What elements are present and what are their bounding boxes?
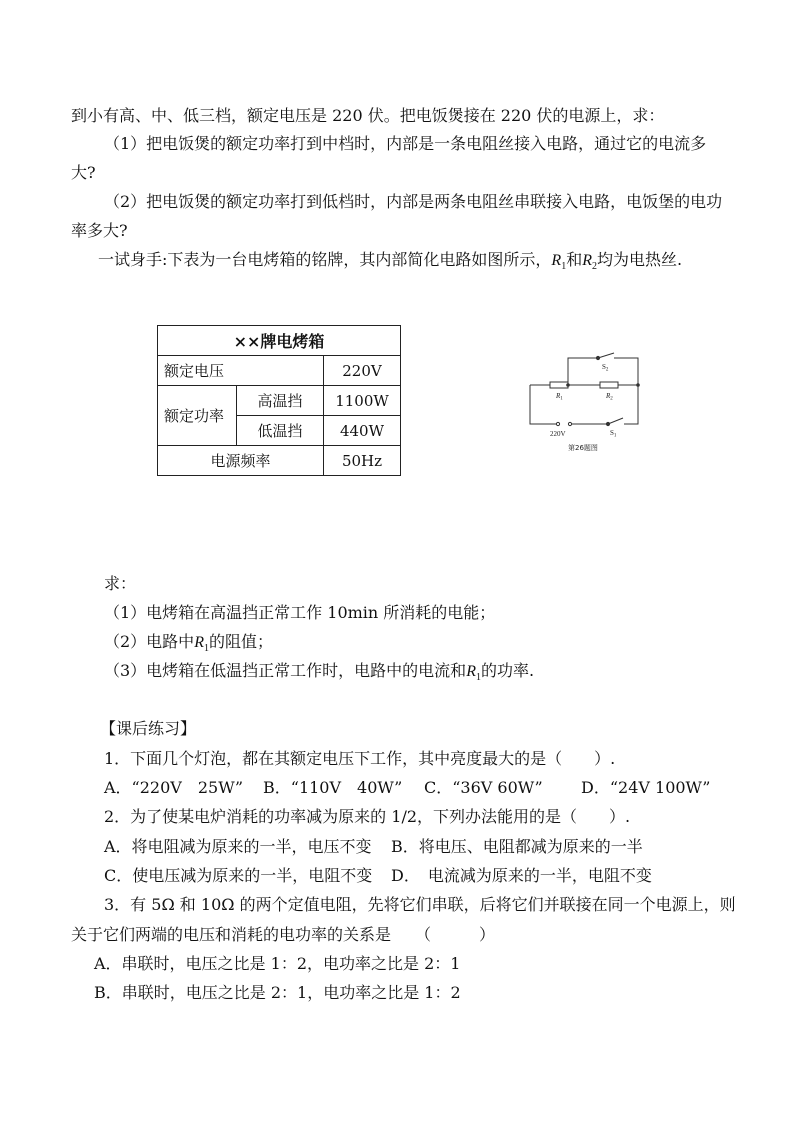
junction-node bbox=[636, 383, 640, 387]
try-it-suffix: 均为电热丝. bbox=[596, 250, 683, 269]
table-row bbox=[158, 386, 401, 416]
junction-node bbox=[566, 383, 570, 387]
wire bbox=[530, 385, 556, 424]
rated-voltage-value: 220V bbox=[324, 356, 401, 386]
frequency-label: 电源频率 bbox=[158, 446, 324, 476]
low-temp-label: 低温挡 bbox=[237, 416, 324, 446]
practice-question: 3．有 5Ω 和 10Ω 的两个定值电阻，先将它们串联，后将它们并联接在同一个电源上，则 bbox=[104, 895, 736, 914]
intro-line: 到小有高、中、低三档，额定电压是 220 伏。把电饭煲接在 220 伏的电源上，求： bbox=[71, 106, 665, 125]
try-it-and: 和 bbox=[566, 250, 583, 269]
label-r1: $R_1$ bbox=[556, 392, 563, 402]
question-item: （1）电烤箱在高温挡正常工作 10min 所消耗的电能； bbox=[104, 603, 496, 622]
try-it-line bbox=[98, 250, 682, 277]
option-c: C．使电压减为原来的一半，电阻不变 bbox=[104, 866, 373, 885]
r1-symbol: $R_1$ bbox=[551, 252, 567, 273]
switch-s1-blade bbox=[608, 418, 623, 424]
table-row bbox=[158, 326, 401, 356]
low-temp-value: 440W bbox=[324, 416, 401, 446]
wire bbox=[568, 358, 596, 385]
option-a: A．“220V 25W” bbox=[104, 778, 244, 797]
option-b: B．“110V 40W” bbox=[263, 778, 403, 797]
question-item: （2）电路中$R_1$的阻值； bbox=[104, 632, 273, 655]
table-row bbox=[158, 356, 401, 386]
option-a: A．将电阻减为原来的一半，电压不变 bbox=[104, 837, 372, 856]
option-b: B．将电压、电阻都减为原来的一半 bbox=[391, 837, 643, 856]
question-1-continuation: 大? bbox=[71, 163, 96, 182]
switch-s2-blade bbox=[598, 353, 614, 358]
label-s2: $S_2$ bbox=[602, 363, 609, 373]
rated-voltage-label: 额定电压 bbox=[158, 356, 324, 386]
resistor-r2 bbox=[600, 382, 618, 388]
practice-question-continuation: 关于它们两端的电压和消耗的电功率的关系是 （ ） bbox=[71, 925, 496, 944]
practice-heading: 【课后练习】 bbox=[100, 719, 197, 738]
figure-caption: 第26题图 bbox=[568, 444, 598, 452]
nameplate-table bbox=[157, 325, 401, 476]
option-a: A．串联时，电压之比是 1：2，电功率之比是 2：1 bbox=[94, 954, 461, 973]
try-it-prefix: 一试身手:下表为一台电烤箱的铭牌，其内部简化电路如图所示， bbox=[98, 250, 552, 269]
table-title: ××牌电烤箱 bbox=[158, 326, 401, 356]
wire bbox=[614, 358, 638, 385]
frequency-value: 50Hz bbox=[324, 446, 401, 476]
high-temp-value: 1100W bbox=[324, 386, 401, 416]
r1-symbol: $R_1$ bbox=[194, 634, 209, 655]
label-r2: $R_2$ bbox=[606, 392, 613, 402]
option-b: B．串联时，电压之比是 2：1，电功率之比是 1：2 bbox=[94, 983, 461, 1002]
label-s1: $S_1$ bbox=[610, 429, 617, 439]
question-item: （3）电烤箱在低温挡正常工作时，电路中的电流和$R_1$的功率. bbox=[104, 661, 535, 684]
question-2-line: （2）把电饭煲的额定功率打到低档时，内部是两条电阻丝串联接入电路，电饭堡的电功 bbox=[104, 192, 723, 211]
question-2-continuation: 率多大? bbox=[71, 221, 128, 240]
practice-question: 2．为了使某电炉消耗的功率减为原来的 1/2，下列办法能用的是（ ）. bbox=[104, 807, 631, 826]
wire bbox=[624, 385, 638, 424]
power-terminal bbox=[556, 422, 559, 425]
option-d: D．“24V 100W” bbox=[581, 778, 711, 797]
option-d: D． 电流减为原来的一半，电阻不变 bbox=[391, 866, 652, 885]
practice-question: 1．下面几个灯泡，都在其额定电压下工作，其中亮度最大的是（ ）. bbox=[104, 749, 616, 768]
label-voltage: 220V bbox=[550, 430, 566, 438]
circuit-diagram bbox=[528, 352, 646, 456]
question-1-line: （1）把电饭煲的额定功率打到中档时，内部是一条电阻丝接入电路，通过它的电流多 bbox=[104, 134, 707, 153]
r2-symbol: $R_2$ bbox=[582, 252, 597, 273]
high-temp-label: 高温挡 bbox=[237, 386, 324, 416]
rated-power-label: 额定功率 bbox=[158, 386, 237, 446]
ask-heading: 求： bbox=[104, 574, 137, 593]
table-row bbox=[158, 446, 401, 476]
r1-symbol: $R_1$ bbox=[466, 663, 481, 684]
resistor-r1 bbox=[550, 382, 568, 388]
power-terminal bbox=[568, 422, 571, 425]
option-c: C．“36V 60W” bbox=[424, 778, 543, 797]
